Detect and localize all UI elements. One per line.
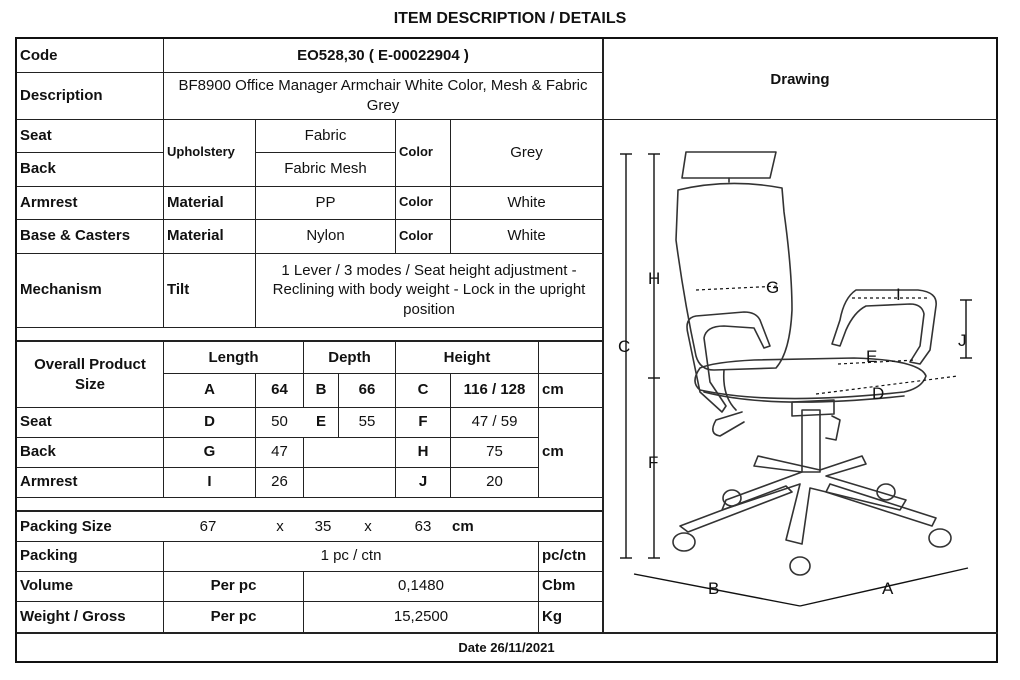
size-row-value: 20 <box>486 473 503 491</box>
drawing-label: Drawing <box>770 71 830 88</box>
overall-unit: cm <box>542 381 564 399</box>
description-value: BF8900 Office Manager Armchair White Color, Mesh & Fabric Grey <box>178 77 588 114</box>
size-row-letter: E <box>315 413 326 431</box>
packing-depth: 35 <box>314 517 332 535</box>
dim-label-j: J <box>958 331 967 350</box>
armrest-material: PP <box>315 193 336 211</box>
volume-per: Per pc <box>210 577 257 595</box>
footer-date: Date 26/11/2021 <box>458 640 555 655</box>
dim-label-g: G <box>766 278 780 297</box>
mechanism-tilt-label: Tilt <box>167 281 190 299</box>
packing-value: 1 pc / ctn <box>320 547 382 565</box>
size-row-value: 47 <box>271 443 288 461</box>
armrest-color-label: Color <box>399 194 433 210</box>
packing-unit: pc/ctn <box>542 547 587 565</box>
packing-size-unit: cm <box>452 517 474 535</box>
dim-label-f: F <box>648 453 659 472</box>
packing-height: 63 <box>414 517 432 535</box>
seat-label: Seat <box>20 126 52 144</box>
volume-value: 0,1480 <box>398 577 444 595</box>
dim-label-d: D <box>872 384 885 403</box>
packing-label: Packing <box>20 547 78 565</box>
code-label: Code <box>20 46 58 64</box>
size-row-label: Seat <box>20 413 52 431</box>
base-material: Nylon <box>306 227 345 245</box>
volume-label: Volume <box>20 577 74 595</box>
backrest <box>676 183 792 370</box>
back-upholstery: Fabric Mesh <box>284 160 367 178</box>
base-color-label: Color <box>399 227 433 243</box>
size-row-letter: H <box>417 443 429 461</box>
dim-label-a: A <box>882 579 894 598</box>
dim-c-letter: C <box>417 381 429 399</box>
armrest-color: White <box>507 193 546 211</box>
base-color: White <box>507 227 546 245</box>
dim-c-value: 116 / 128 <box>463 381 526 399</box>
weight-unit: Kg <box>542 607 562 625</box>
size-row-letter: I <box>207 473 212 491</box>
length-header: Length <box>208 348 259 366</box>
dim-label-e: E <box>866 347 878 366</box>
chair-drawing <box>604 120 996 632</box>
back-label: Back <box>20 160 56 178</box>
headrest <box>682 152 776 178</box>
caster <box>929 529 951 547</box>
dim-label-c: C <box>618 337 631 356</box>
dim-a-value: 64 <box>271 381 288 399</box>
seat-back-color: Grey <box>510 143 543 161</box>
size-row-letter: J <box>418 473 428 491</box>
height-header: Height <box>443 348 491 366</box>
mechanism-label: Mechanism <box>20 281 102 299</box>
dim-label-h: H <box>648 269 661 288</box>
base-label: Base & Casters <box>20 227 131 245</box>
dim-b-letter: B <box>315 381 327 399</box>
color-label: Color <box>399 144 433 160</box>
armrest-right <box>832 290 936 364</box>
weight-label: Weight / Gross <box>20 607 126 625</box>
caster <box>790 557 810 575</box>
dim-b-value: 66 <box>358 381 376 399</box>
packing-length: 67 <box>199 517 217 535</box>
armrest-material-label: Material <box>167 193 224 211</box>
dim-a-letter: A <box>204 381 215 399</box>
size-row-letter: F <box>418 413 428 431</box>
upholstery-label: Upholstery <box>167 144 235 160</box>
size-row-value: 55 <box>358 413 376 431</box>
size-row-value: 50 <box>271 413 288 431</box>
packing-size-label: Packing Size <box>20 517 112 535</box>
size-row-value: 75 <box>486 443 503 461</box>
seat-upholstery: Fabric <box>304 126 347 144</box>
caster <box>673 533 695 551</box>
depth-header: Depth <box>328 348 371 366</box>
mechanism-value: 1 Lever / 3 modes / Seat height adjustment - Reclining with body weight - Lock in the upright position <box>272 261 586 318</box>
weight-value: 15,2500 <box>393 607 449 625</box>
description-label: Description <box>20 86 103 104</box>
size-rows-unit: cm <box>542 443 564 461</box>
size-row-label: Back <box>20 443 56 461</box>
armrest-label: Armrest <box>20 193 78 211</box>
base-material-label: Material <box>167 227 224 245</box>
dim-label-b: B <box>708 579 720 598</box>
size-row-value: 47 / 59 <box>471 413 518 431</box>
seat-cushion <box>695 358 926 399</box>
size-row-letter: D <box>204 413 215 431</box>
volume-unit: Cbm <box>542 577 576 595</box>
packing-x: x <box>276 517 284 535</box>
page-title: ITEM DESCRIPTION / DETAILS <box>393 10 627 27</box>
weight-per: Per pc <box>210 607 257 625</box>
code-value: EO528,30 ( E-00022904 ) <box>297 46 469 64</box>
size-row-value: 26 <box>271 473 288 491</box>
size-row-label: Armrest <box>20 473 78 491</box>
overall-size-label: Overall Product Size <box>34 356 146 393</box>
dim-label-i: I <box>896 285 901 304</box>
gas-cylinder <box>802 410 820 472</box>
packing-x: x <box>364 517 372 535</box>
size-row-letter: G <box>203 443 216 461</box>
